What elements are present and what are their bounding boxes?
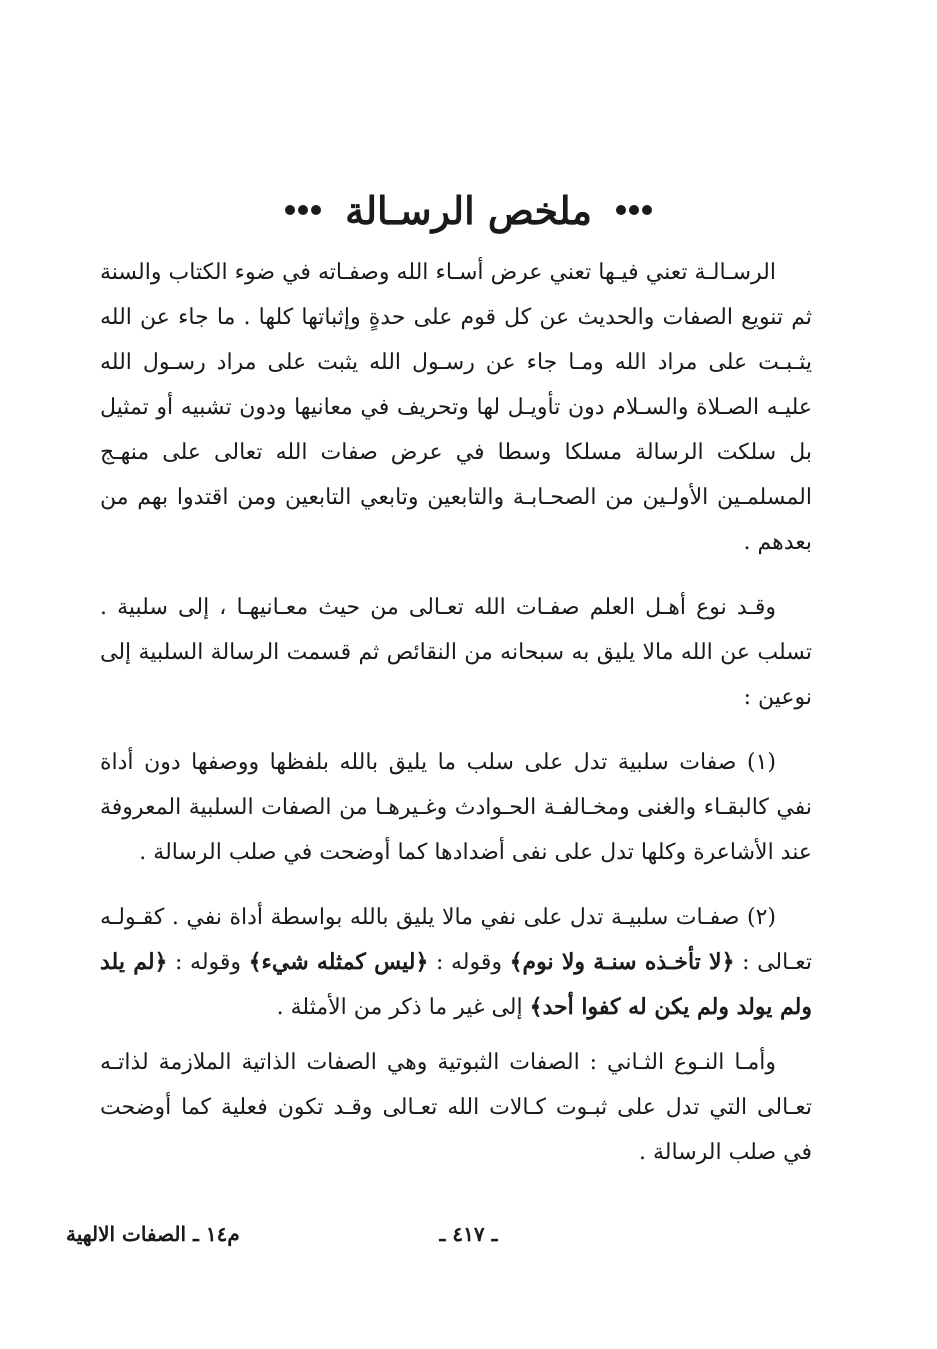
quran-verse: ﴿لم يلد ولم يولد ولم يكن له كفوا أحد﴾ [100, 949, 812, 1020]
paragraph: (١) صفات سلبية تدل على سلب ما يليق بالله بلفظها ووصفها دون أداة نفي كالبقـاء والغنى ومخـالفـة الحـوادث وغـيرهـا من الصفات السلبية المعروفة عند الأشاعرة وكلها تدل على نفى أضدادها كما أوضحت في صلب الرسالة . [100, 750, 812, 865]
paragraph-end: إلى غير ما ذكر من الأمثلة . [276, 995, 523, 1020]
quran-verse: ﴿لا تأخـذه سنـة ولا نوم﴾ [509, 949, 735, 975]
paragraph-intro: (٢) صفـات سلبيـة تدل على نفي مالا يليق بالله بواسطة أداة نفي . كقـولـه تعـالى : [100, 905, 812, 975]
title-row [0, 180, 937, 240]
page-number: ـ ٤١٧ ـ [439, 1222, 498, 1246]
signature-mark: م١٤ ـ الصفات الالهية [66, 1222, 240, 1246]
quran-verse: ﴿ليس كمثله شيء﴾ [248, 949, 429, 975]
title-ornament-right [616, 205, 652, 215]
title-ornament-left [285, 205, 321, 215]
connector-text: وقوله : [175, 950, 242, 975]
paragraph: وقـد نوع أهـل العلم صفـات الله تعـالى من حيث معـانيهـا ، إلى سلبية . تسلب عن الله مالا يليق به سبحانه من النقائص ثم قسمت الرسالة السلبية إلى نوعين : [100, 595, 812, 710]
paragraph: وأمـا النـوع الثـاني : الصفات الثبوتية وهي الصفات الذاتية الملازمة لذاتـه تعـالى التي تدل على ثبـوت كـالات الله تعـالى وقـد تكون فعلية كما أوضحت في صلب الرسالة . [100, 1050, 812, 1165]
page-title: ملخص الرسـالة [345, 187, 592, 233]
body-text [100, 250, 812, 1175]
connector-text: وقوله : [435, 950, 502, 975]
paragraph-with-verses [100, 895, 812, 1030]
page-footer [0, 1222, 937, 1262]
paragraph: الرسـالـة تعني فيـها تعني عرض أسـاء الله وصفـاته في ضوء الكتاب والسنة ثم تنويع الصفات والحديث عن كل قوم على حدةٍ وإثباتها كلها . ما جاء عن الله يثـبـت على مراد الله ومـا جاء عن رسـول الله يثبت على مراد رسـول الله عليـه الصـلاة والسـلام دون تأويـل لها وتحريف في معانيها ودون تشبيه أو تمثيل بل سلكت الرسالة مسلكا وسطا في عرض صفات الله تعالى على منهـج المسلمـين الأولـين من الصحـابـة والتابعين وتابعي التابعين ومن اقتدوا بهم من بعدهم . [100, 260, 813, 555]
